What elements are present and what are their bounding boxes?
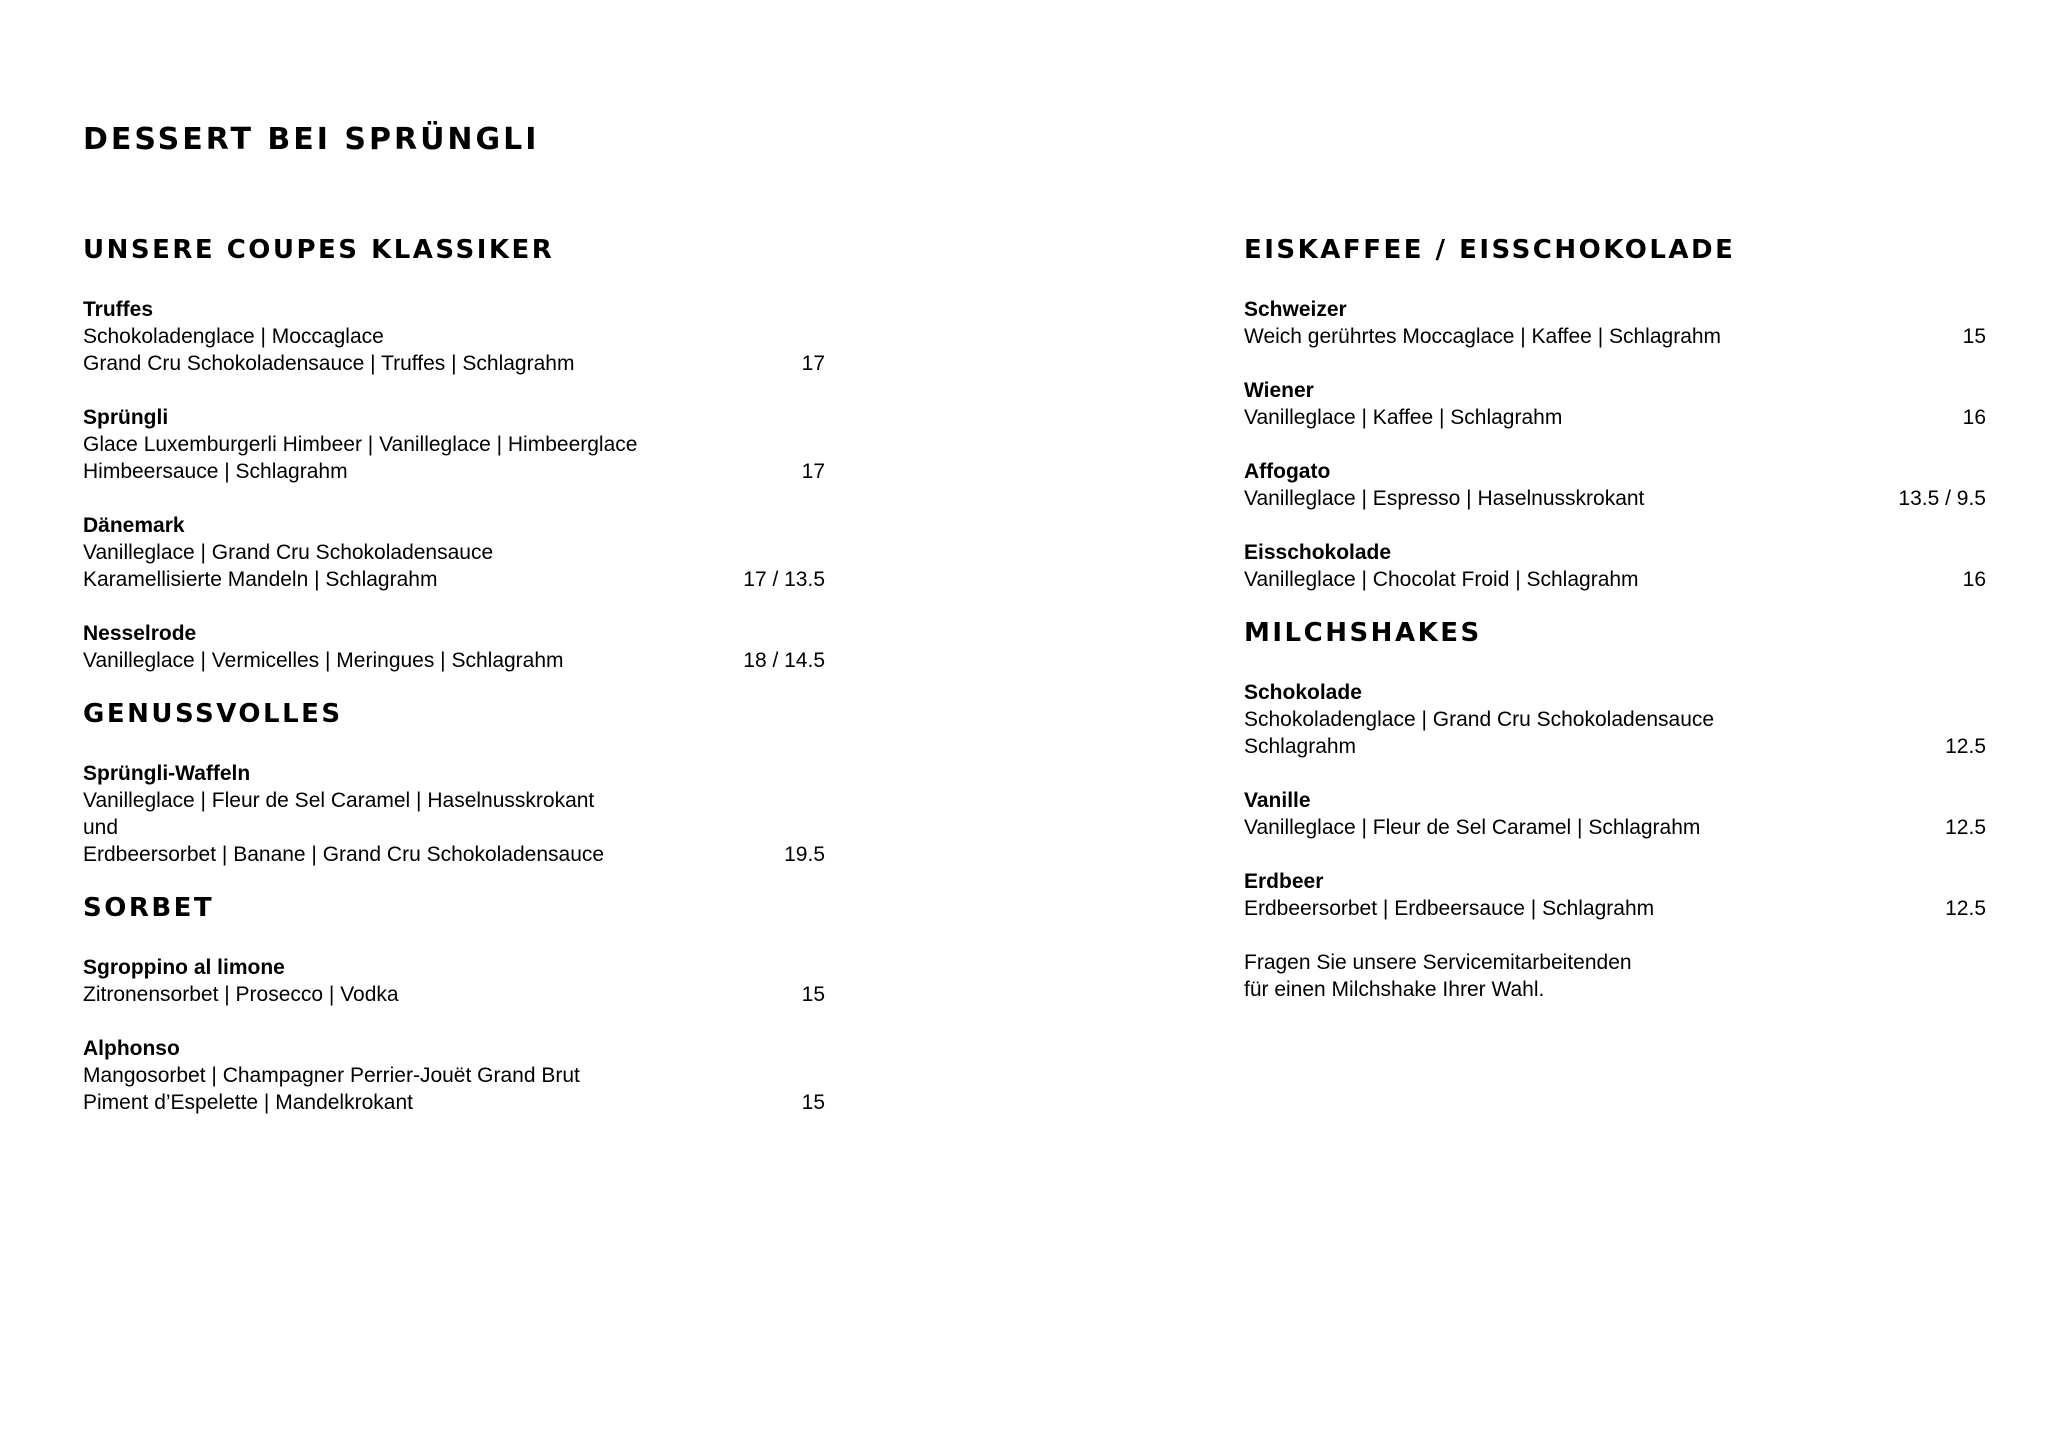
item-name: Affogato xyxy=(1244,460,1331,483)
item-name: Erdbeer xyxy=(1244,870,1324,893)
item-description: Weich gerührtes Moccaglace | Kaffee | Schlagrahm xyxy=(1244,325,1722,348)
item-price: 13.5 / 9.5 xyxy=(1898,487,1986,510)
menu-item-wiener xyxy=(1244,377,1986,431)
item-name: Eisschokolade xyxy=(1244,541,1392,564)
menu-section-genussvolles xyxy=(83,696,825,868)
menu-section-milchshakes xyxy=(1244,615,1986,1003)
menu-section-unsere-coupes-klassiker xyxy=(83,232,825,674)
item-description: Vanilleglace | Kaffee | Schlagrahm xyxy=(1244,406,1563,429)
item-name: Wiener xyxy=(1244,379,1314,402)
menu-item-eisschokolade xyxy=(1244,539,1986,593)
item-name: Alphonso xyxy=(83,1037,180,1060)
item-description: Mangosorbet | Champagner Perrier-Jouët Grand Brut xyxy=(83,1064,580,1087)
item-price: 12.5 xyxy=(1945,816,1986,839)
item-description: Erdbeersorbet | Banane | Grand Cru Schokoladensauce xyxy=(83,843,605,866)
item-description: Vanilleglace | Fleur de Sel Caramel | Schlagrahm xyxy=(1244,816,1701,839)
item-description: Himbeersauce | Schlagrahm xyxy=(83,460,348,483)
item-price: 17 xyxy=(801,352,825,375)
item-description: Vanilleglace | Vermicelles | Meringues | Schlagrahm xyxy=(83,649,564,672)
item-description: Vanilleglace | Espresso | Haselnusskrokant xyxy=(1244,487,1645,510)
item-name: Schweizer xyxy=(1244,298,1347,321)
menu-section-sorbet xyxy=(83,890,825,1116)
item-name: Sprüngli xyxy=(83,406,169,429)
left-column xyxy=(83,232,825,1116)
item-price: 17 xyxy=(801,460,825,483)
menu-item-truffes xyxy=(83,296,825,377)
item-description: Karamellisierte Mandeln | Schlagrahm xyxy=(83,568,438,591)
section-title: MILCHSHAKES xyxy=(1244,618,1482,648)
item-price: 15 xyxy=(801,1091,825,1114)
item-price: 17 / 13.5 xyxy=(743,568,825,591)
item-price: 19.5 xyxy=(784,843,825,866)
menu-item-alphonso xyxy=(83,1035,825,1116)
item-price: 16 xyxy=(1962,568,1986,591)
section-title: GENUSSVOLLES xyxy=(83,699,343,729)
item-description: Piment d’Espelette | Mandelkrokant xyxy=(83,1091,413,1114)
item-description: Vanilleglace | Fleur de Sel Caramel | Haselnusskrokant xyxy=(83,789,595,812)
item-price: 15 xyxy=(1962,325,1986,348)
item-price: 12.5 xyxy=(1945,735,1986,758)
item-description: Schokoladenglace | Moccaglace xyxy=(83,325,384,348)
right-column xyxy=(1244,232,1986,1003)
item-description: Vanilleglace | Grand Cru Schokoladensauce xyxy=(83,541,494,564)
item-description: Glace Luxemburgerli Himbeer | Vanilleglace | Himbeerglace xyxy=(83,433,638,456)
menu-item-spruengli-waffeln xyxy=(83,760,825,868)
item-description: Schokoladenglace | Grand Cru Schokoladensauce xyxy=(1244,708,1715,731)
menu-item-daenemark xyxy=(83,512,825,593)
item-name: Nesselrode xyxy=(83,622,197,645)
section-title: SORBET xyxy=(83,893,215,923)
item-description: und xyxy=(83,816,119,839)
item-description: Vanilleglace | Chocolat Froid | Schlagrahm xyxy=(1244,568,1639,591)
menu-item-affogato xyxy=(1244,458,1986,512)
item-description: Erdbeersorbet | Erdbeersauce | Schlagrahm xyxy=(1244,897,1655,920)
milkshake-note xyxy=(1244,949,1986,1003)
item-description: Zitronensorbet | Prosecco | Vodka xyxy=(83,983,399,1006)
menu-item-vanille xyxy=(1244,787,1986,841)
item-price: 18 / 14.5 xyxy=(743,649,825,672)
note-line: Fragen Sie unsere Servicemitarbeitenden xyxy=(1244,951,1632,974)
item-name: Truffes xyxy=(83,298,154,321)
section-title: UNSERE COUPES KLASSIKER xyxy=(83,235,555,265)
menu-item-spruengli xyxy=(83,404,825,485)
menu-item-sgroppino-al-limone xyxy=(83,954,825,1008)
section-title: EISKAFFEE / EISSCHOKOLADE xyxy=(1244,235,1736,265)
item-name: Dänemark xyxy=(83,514,185,537)
menu-section-eiskaffee-eisschokolade xyxy=(1244,232,1986,593)
item-price: 12.5 xyxy=(1945,897,1986,920)
item-name: Sprüngli-Waffeln xyxy=(83,762,251,785)
menu-item-erdbeer xyxy=(1244,868,1986,922)
item-description: Grand Cru Schokoladensauce | Truffes | Schlagrahm xyxy=(83,352,575,375)
item-name: Sgroppino al limone xyxy=(83,956,285,979)
menu-item-schokolade xyxy=(1244,679,1986,760)
item-description: Schlagrahm xyxy=(1244,735,1357,758)
item-name: Vanille xyxy=(1244,789,1311,812)
note-line: für einen Milchshake Ihrer Wahl. xyxy=(1244,978,1545,1001)
menu-item-schweizer xyxy=(1244,296,1986,350)
item-price: 15 xyxy=(801,983,825,1006)
menu-item-nesselrode xyxy=(83,620,825,674)
item-price: 16 xyxy=(1962,406,1986,429)
page-title: DESSERT BEI SPRÜNGLI xyxy=(83,122,540,157)
item-name: Schokolade xyxy=(1244,681,1362,704)
